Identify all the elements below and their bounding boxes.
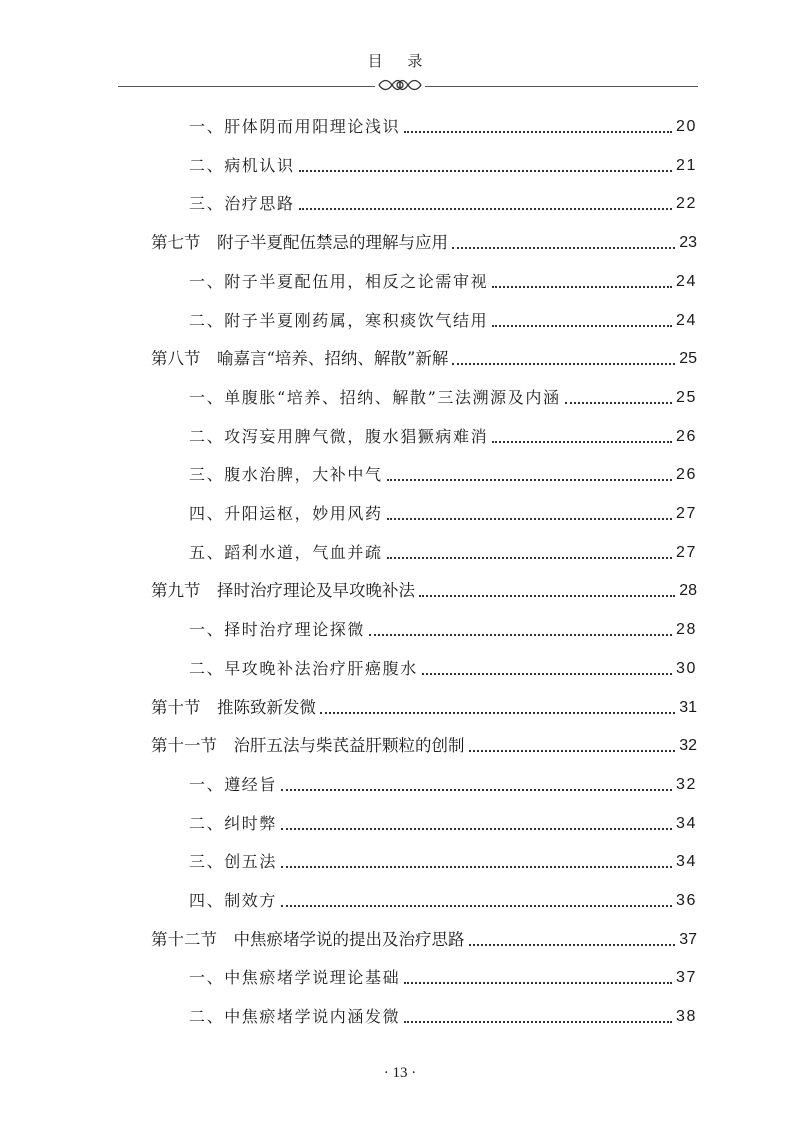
toc-entry-page: 24 (676, 273, 697, 290)
dot-leader (281, 905, 672, 907)
toc-subentry[interactable] (189, 385, 697, 411)
toc-entry-page: 22 (676, 195, 697, 212)
toc-subentry[interactable] (189, 153, 697, 179)
dot-leader (492, 325, 672, 327)
toc-entry-page: 37 (676, 969, 697, 986)
toc-subentry[interactable] (189, 1004, 697, 1030)
dot-leader (565, 402, 672, 404)
toc-entry-page: 27 (676, 544, 697, 561)
toc-entry-page: 28 (676, 621, 697, 638)
dot-leader (492, 286, 672, 288)
toc-entry-label: 第十一节 治肝五法与柴芪益肝颗粒的创制 (151, 736, 465, 755)
toc-entry-label: 一、中焦瘀堵学说理论基础 (189, 968, 401, 987)
toc-entry-label: 三、创五法 (189, 852, 278, 871)
dot-leader (419, 595, 675, 597)
toc-subentry[interactable] (189, 424, 697, 450)
toc-subentry[interactable] (189, 617, 697, 643)
toc-entry-label: 四、制效方 (189, 891, 278, 910)
toc-entry-label: 第十二节 中焦瘀堵学说的提出及治疗思路 (151, 930, 465, 949)
dot-leader (387, 557, 672, 559)
toc-entry-label: 二、纠时弊 (189, 814, 278, 833)
toc-section-entry[interactable] (151, 346, 697, 372)
toc-entry-label: 第九节 择时治疗理论及早攻晚补法 (151, 581, 415, 600)
toc-entry-label: 二、病机认识 (189, 156, 295, 175)
dot-leader (387, 479, 672, 481)
toc-entry-label: 一、肝体阴而用阳理论浅识 (189, 117, 401, 136)
toc-subentry[interactable] (189, 191, 697, 217)
toc-entry-label: 二、中焦瘀堵学说内涵发微 (189, 1007, 401, 1026)
toc-subentry[interactable] (189, 540, 697, 566)
toc-entry-page: 30 (676, 660, 697, 677)
dot-leader (404, 982, 672, 984)
toc-entry-page: 37 (679, 931, 697, 948)
toc-entry-page: 34 (676, 815, 697, 832)
toc-entry-label: 五、蹈利水道，气血并疏 (189, 543, 383, 562)
toc-entry-page: 36 (676, 892, 697, 909)
dot-leader (492, 441, 672, 443)
toc-entry-page: 32 (676, 776, 697, 793)
toc-entry-page: 32 (679, 737, 697, 754)
dot-leader (281, 828, 672, 830)
toc-subentry[interactable] (189, 849, 697, 875)
toc-entry-label: 第八节 喻嘉言“培养、招纳、解散”新解 (151, 349, 449, 368)
toc-entry-page: 20 (676, 118, 697, 135)
page-number: · 13 · (383, 1065, 417, 1081)
toc-subentry[interactable] (189, 462, 697, 488)
dot-leader (422, 673, 672, 675)
toc-subentry[interactable] (189, 888, 697, 914)
toc-entry-label: 二、攻泻妄用脾气微，腹水猖獗病难消 (189, 427, 489, 446)
toc-section-entry[interactable] (151, 578, 697, 604)
toc-subentry[interactable] (189, 656, 697, 682)
toc-entry-page: 26 (676, 428, 697, 445)
dot-leader (469, 750, 676, 752)
toc-entry-page: 24 (676, 312, 697, 329)
toc-entry-label: 三、腹水治脾，大补中气 (189, 465, 383, 484)
toc-subentry[interactable] (189, 965, 697, 991)
toc-entry-label: 二、早攻晚补法治疗肝癌腹水 (189, 659, 418, 678)
toc-subentry[interactable] (189, 772, 697, 798)
dot-leader (469, 944, 676, 946)
toc-subentry[interactable] (189, 269, 697, 295)
dot-leader (281, 866, 672, 868)
dot-leader (452, 247, 675, 249)
dot-leader (299, 170, 672, 172)
toc-subentry[interactable] (189, 501, 697, 527)
toc-section-entry[interactable] (151, 695, 697, 721)
dot-leader (320, 712, 675, 714)
dot-leader (299, 208, 672, 210)
toc-subentry[interactable] (189, 114, 697, 140)
toc-section-entry[interactable] (151, 230, 697, 256)
page-title: 目 录 (367, 52, 433, 70)
knot-ornament-icon (375, 75, 425, 95)
toc-entry-page: 31 (679, 699, 697, 716)
toc-entry-page: 38 (676, 1008, 697, 1025)
toc-entry-page: 27 (676, 505, 697, 522)
toc-entry-page: 25 (676, 389, 697, 406)
toc-entry-page: 23 (679, 234, 697, 251)
toc-entry-label: 一、遵经旨 (189, 775, 278, 794)
toc-subentry[interactable] (189, 308, 697, 334)
dot-leader (387, 518, 672, 520)
toc-entry-label: 一、附子半夏配伍用，相反之论需审视 (189, 272, 489, 291)
toc-entry-label: 二、附子半夏刚药属，寒积痰饮气结用 (189, 311, 489, 330)
toc-section-entry[interactable] (151, 733, 697, 759)
toc-entry-page: 34 (676, 853, 697, 870)
dot-leader (452, 363, 675, 365)
toc-entry-label: 第十节 推陈致新发微 (151, 698, 316, 717)
toc-subentry[interactable] (189, 811, 697, 837)
toc-entry-page: 28 (679, 582, 697, 599)
toc-entry-label: 三、治疗思路 (189, 194, 295, 213)
dot-leader (369, 634, 672, 636)
toc-entry-page: 26 (676, 466, 697, 483)
toc-entry-label: 第七节 附子半夏配伍禁忌的理解与应用 (151, 233, 448, 252)
toc-entry-label: 一、单腹胀“培养、招纳、解散”三法溯源及内涵 (189, 388, 561, 407)
dot-leader (404, 1021, 672, 1023)
dot-leader (404, 131, 672, 133)
toc-section-entry[interactable] (151, 927, 697, 953)
toc-entry-page: 21 (676, 157, 697, 174)
toc-entry-label: 四、升阳运枢，妙用风药 (189, 504, 383, 523)
dot-leader (281, 789, 672, 791)
toc-entry-label: 一、择时治疗理论探微 (189, 620, 366, 639)
toc-entry-page: 25 (679, 350, 697, 367)
